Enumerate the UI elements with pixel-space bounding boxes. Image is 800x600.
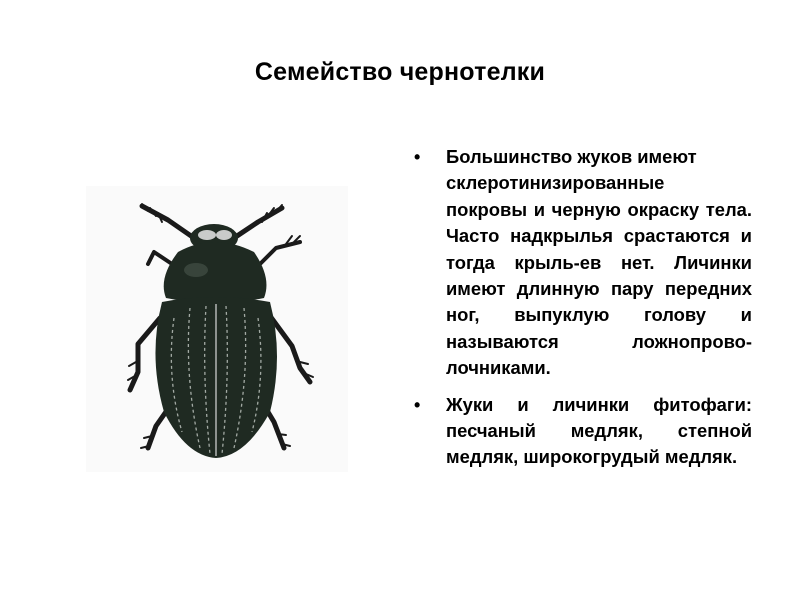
bullet-line: Большинство жуков имеют bbox=[446, 146, 697, 167]
slide-title: Семейство чернотелки bbox=[254, 58, 546, 86]
bullet-line: Жуки и личинки фитофаги: песчаный медляк, степной медляк, широкогрудый медляк. bbox=[446, 393, 752, 468]
beetle-illustration bbox=[86, 186, 348, 472]
beetle-drawing bbox=[86, 186, 348, 472]
bullet-icon: • bbox=[414, 147, 421, 167]
bullet-item bbox=[414, 392, 752, 471]
bullet-text bbox=[446, 392, 752, 471]
bullet-item bbox=[414, 144, 752, 382]
bullet-list bbox=[414, 144, 752, 481]
bullet-icon: • bbox=[414, 394, 421, 415]
bullet-line: покровы и черную окраску тела. Часто надкрылья срастаются и тогда крыль-ев нет. Личинки имеют длинную пару передних ног, выпуклую голову и называются ложнопрово-лочниками. bbox=[446, 198, 752, 379]
bullet-line: склеротинизированные bbox=[446, 172, 665, 194]
bullet-text bbox=[446, 144, 752, 382]
